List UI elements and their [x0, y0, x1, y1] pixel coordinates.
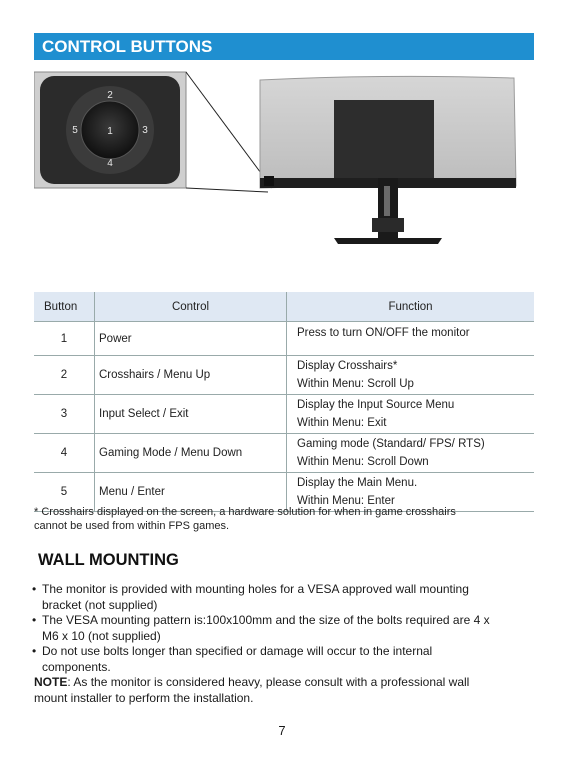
function-cell — [287, 356, 535, 395]
button-number: 4 — [34, 434, 95, 473]
installation-note — [34, 675, 534, 706]
button-number: 1 — [34, 322, 95, 356]
button-label-1: 1 — [107, 126, 113, 137]
list-item — [34, 644, 534, 675]
button-label-4: 4 — [107, 158, 113, 169]
list-item-line: • Do not use bolts longer than specified or damage will occur to the internal — [42, 644, 433, 658]
stand-base — [334, 238, 442, 244]
control-name: Gaming Mode / Menu Down — [95, 434, 287, 473]
footnote-line: cannot be used from within FPS games. — [34, 520, 230, 532]
list-item — [34, 582, 534, 613]
page-number: 7 — [278, 723, 286, 738]
note-line: mount installer to perform the installation. — [34, 690, 254, 705]
control-name: Menu / Enter — [95, 473, 287, 512]
wall-mounting-title: WALL MOUNTING — [38, 551, 179, 569]
list-item-line: components. — [42, 659, 111, 674]
function-line: Display the Input Source Menu — [297, 399, 455, 411]
stand-collar — [372, 218, 404, 232]
table-row — [34, 395, 534, 434]
callout-line-top — [186, 72, 272, 188]
function-line: Gaming mode (Standard/ FPS/ RTS) — [297, 438, 485, 450]
note-label: NOTE — [34, 675, 68, 689]
footnote-line: * Crosshairs displayed on the screen, a hardware solution for when in game crosshairs — [34, 506, 456, 518]
control-name: Crosshairs / Menu Up — [95, 356, 287, 395]
section-header-control-buttons — [34, 33, 534, 60]
function-line: Within Menu: Exit — [297, 417, 387, 429]
note-line — [34, 675, 534, 691]
button-number: 3 — [34, 395, 95, 434]
button-number: 5 — [34, 473, 95, 512]
control-button-location — [264, 176, 274, 186]
control-name: Input Select / Exit — [95, 395, 287, 434]
table-row — [34, 322, 534, 356]
list-item-line: • The VESA mounting pattern is:100x100mm and the size of the bolts required are 4 x — [42, 613, 490, 627]
wall-mounting-list — [34, 582, 534, 675]
section-title-control-buttons: CONTROL BUTTONS — [42, 37, 213, 56]
function-cell — [287, 434, 535, 473]
table-header-control: Control — [95, 292, 287, 322]
list-item-line: M6 x 10 (not supplied) — [42, 628, 161, 643]
table-row — [34, 434, 534, 473]
callout-line-bottom — [186, 188, 268, 192]
table-header-button: Button — [34, 292, 95, 322]
button-label-3: 3 — [142, 125, 148, 136]
button-number: 2 — [34, 356, 95, 395]
table-header-row — [34, 292, 534, 322]
table-row — [34, 356, 534, 395]
list-item — [34, 613, 534, 644]
crosshairs-footnote — [34, 505, 524, 533]
function-line: Press to turn ON/OFF the monitor — [297, 327, 470, 339]
list-item-line: • The monitor is provided with mounting holes for a VESA approved wall mounting — [42, 582, 469, 596]
function-line: Display Crosshairs* — [297, 360, 398, 372]
monitor-control-buttons-figure — [34, 68, 534, 278]
table-header-function: Function — [287, 292, 535, 322]
monitor-back-plate — [334, 100, 434, 184]
button-label-5: 5 — [72, 125, 78, 136]
function-line: Within Menu: Scroll Up — [297, 378, 414, 390]
button-label-2: 2 — [107, 90, 113, 101]
function-line: Display the Main Menu. — [297, 477, 418, 489]
control-name: Power — [95, 322, 287, 356]
stand-neck-highlight — [384, 186, 390, 216]
function-line: Within Menu: Enter — [297, 495, 395, 507]
control-buttons-table — [34, 292, 534, 512]
note-text: : As the monitor is considered heavy, please consult with a professional wall — [67, 675, 470, 689]
function-cell — [287, 322, 535, 356]
function-cell — [287, 395, 535, 434]
function-line: Within Menu: Scroll Down — [297, 456, 429, 468]
list-item-line: bracket (not supplied) — [42, 597, 158, 612]
